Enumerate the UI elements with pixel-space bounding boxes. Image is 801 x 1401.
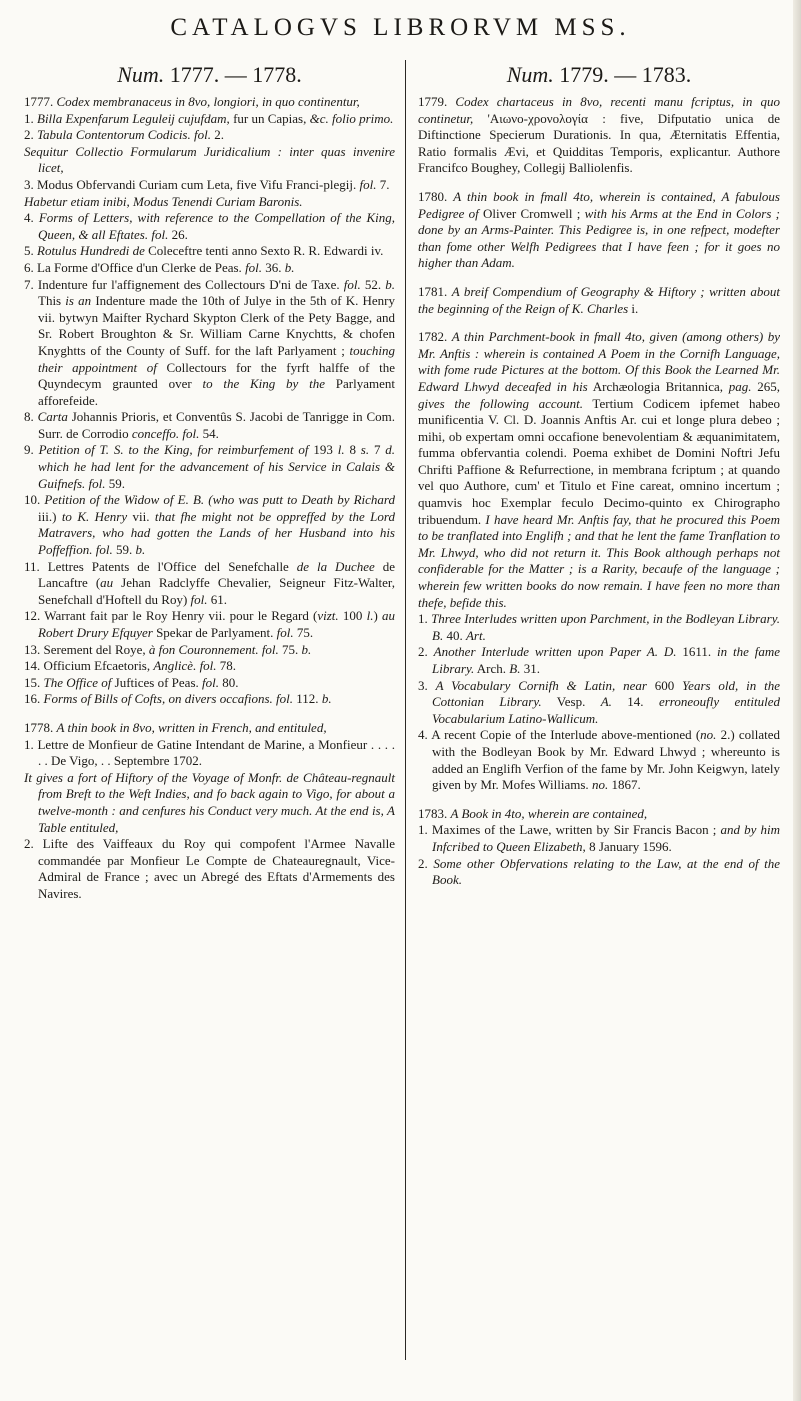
list-item [418, 727, 780, 793]
text-run: Another Interlude written upon Paper A. D. [433, 644, 677, 660]
text-run: Tertium Codicem ipfemet habeo munificentia V. Cl. D. Joannis Anftis Ar. cui et longe plura debeo ; mihi, ob expertam omni occafione benevolentiam & æquanimitatem, fumma obfervantia colendi. Poema exhibet de Domini Noftri Jefu Chrifti Paffione & Refurrectione, in membrana fcriptum ; at quando vel quo Authore, cum' et Titulo et Fine careat, omnino incertum ; quamvis hoc Exemplar feculo Decimo-quinto ex Chirographo tribuendum. [418, 395, 780, 527]
text-run: b. [321, 691, 332, 707]
item-list [418, 611, 780, 794]
page-edge-shadow [793, 0, 801, 1401]
text-run: fur un Capias, [229, 110, 310, 126]
list-item [24, 409, 395, 442]
text-run: Lettre de Monfieur de Gatine Intendant de Marine, a Monfieur . . . . . . De Vigo, . . Septembre 1702. [37, 736, 395, 769]
text-run: This [38, 293, 66, 309]
item-number: 16. [24, 691, 41, 707]
text-run: no. [700, 727, 717, 743]
item-number: 2. [418, 855, 428, 871]
text-run: Archæologia Britannica, [587, 378, 729, 394]
text-run: 265, [751, 378, 780, 394]
text-run: Collectours for the fyrft halffe of the Quyndecym graunted over [38, 359, 395, 392]
item-number: 11. [24, 558, 40, 574]
list-item [24, 559, 395, 609]
text-run: B. [509, 661, 521, 676]
entry-1783 [418, 806, 780, 889]
item-number: 6. [24, 259, 34, 275]
text-run: Billa Expenfarum Leguleij cujufdam, [37, 110, 230, 126]
text-run: 61. [207, 591, 228, 607]
text-run: vizt. [317, 608, 339, 624]
text-run: 7 [369, 442, 386, 458]
entry-description: A thin book in 8vo, written in French, and entituled, [56, 719, 327, 735]
list-item [24, 691, 395, 708]
list-item [418, 644, 780, 677]
text-run: b. [135, 542, 146, 558]
list-item [24, 144, 395, 177]
list-item [24, 111, 395, 128]
text-run: l. [337, 442, 345, 458]
text-run: Lifte des Vaiffeaux du Roy qui compofent l'Armee Navalle commandée par Monfieur Le Compte de Chateauregnault, Vice-Admiral de France ; avec un Abregé des Eftats d'Armements des Navires. [38, 836, 395, 901]
text-run: 75. [293, 625, 314, 640]
text-run: 14. [611, 694, 659, 710]
text-run: 8 [344, 442, 361, 458]
text-run: Art. [465, 627, 486, 643]
text-run: Juftices of Peas. [111, 674, 203, 690]
item-number: 1. [418, 611, 428, 627]
text-run: A thin book in fmall 4to, wherein is contained, A fabulous Pedigree of [418, 188, 780, 221]
text-run: that fhe might not be oppreffed by the Lord Matravers, who had gotten the Lands of her Husband into his Poffeffion. fol. [38, 508, 395, 558]
text-run: Parlyament afforefeide. [38, 376, 395, 408]
text-run: A. [600, 694, 612, 710]
item-number: 12. [24, 608, 41, 624]
text-run: and by him Infcribed to Queen Elizabeth, [432, 822, 780, 854]
entry-number: 1780. [418, 188, 448, 204]
text-run: Vesp. [541, 694, 601, 710]
entry-number: 1783. [418, 805, 448, 821]
list-item [24, 770, 395, 836]
text-run: de la Duchee [296, 558, 375, 574]
text-run: 100 [338, 608, 367, 624]
text-run: 78. [216, 658, 237, 674]
text-run: 2.) collated with the Bodleyan Book by Mr. Edward Lhwyd ; whereunto is added an Englifh Verfion of the fame by Mr. John Keigwyn, lately given by Mr. Mofes Williams. [432, 727, 780, 793]
list-item [24, 492, 395, 558]
text-run: 8 January 1596. [585, 838, 672, 854]
item-number: 4. [418, 727, 428, 743]
text-run: i. [628, 300, 639, 316]
text-run: Petition of the Widow of E. B. (who was putt to Death by Richard [44, 492, 396, 508]
text-run: gives the following account. [418, 395, 584, 411]
text-run: erroneoufly entituled Vocabularium Latino-Wallicum. [432, 694, 780, 726]
text-run: It gives a fort of Hiftory of the Voyage of Monfr. de Château-regnault from Breft to the Weft Indies, and fo back again to Vigo, for about a twelve-month : and cenfures his Conduct very much. At the end is, A Table entituled, [24, 769, 395, 835]
text-run: 1611. [676, 644, 718, 660]
list-item [24, 177, 395, 194]
text-run: pag. [728, 378, 752, 394]
entry-description: A Book in 4to, wherein are contained, [450, 805, 648, 821]
text-run: Modus Obfervandi Curiam cum Leta, five Vifu Franci-plegij. [37, 176, 360, 192]
text-run: no. [591, 777, 609, 793]
list-item [24, 260, 395, 277]
text-run: conceffo. fol. [131, 425, 200, 441]
text-run: with his Arms at the End in Colors ; done by an Arms-Painter. This Pedigree is, in one refpect, modefter than fome other Welfh Pedigrees that I have feen ; for it goes no higher than Adam. [418, 205, 780, 271]
list-item [24, 243, 395, 260]
text-run: 31. [520, 661, 540, 676]
text-run: Habetur etiam inibi, Modus Tenendi Curiam Baronis. [24, 193, 303, 209]
text-run: is an [65, 293, 92, 309]
item-number: 4. [24, 210, 34, 226]
text-run: Some other Obfervations relating to the Law, at the end of the Book. [432, 855, 780, 888]
text-run: iii.) [38, 508, 62, 524]
item-number: 13. [24, 641, 41, 657]
text-run: 59. [105, 475, 126, 491]
column-divider [405, 60, 406, 1360]
text-run: Maximes of the Lawe, written by Sir Francis Bacon ; [431, 822, 721, 838]
text-run: A Vocabulary Cornifh & Latin, near [435, 677, 647, 693]
entry-1779 [418, 94, 780, 177]
text-run: Spekar de Parlyament. [152, 625, 277, 640]
text-run: Rotulus Hundredi de [37, 243, 145, 259]
list-item [24, 194, 395, 211]
text-run: 112. [293, 691, 322, 707]
text-run: Indenture fur l'affignement des Collectours D'ni de Taxe. [37, 276, 344, 292]
text-run: Sequitur Collectio Formularum Juridicalium : inter quas invenire licet, [24, 143, 395, 176]
num-label: Num. [117, 62, 165, 87]
text-run: d. which he had lent for the advancement of his Service in Calais & Guifnefs. fol. [38, 442, 396, 491]
text-run: A breif Compendium of Geography & Hiftory ; written about the beginning of the Reign of K. Charles [418, 283, 780, 316]
entry-1777 [24, 94, 395, 708]
entry-description: Codex membranaceus in 8vo, longiori, in quo continentur, [56, 94, 360, 109]
list-item [24, 737, 395, 770]
num-range: 1779. — 1783. [559, 62, 692, 87]
text-run: in the fame Library. [432, 644, 781, 676]
entry-1781 [418, 284, 780, 317]
text-run: b. [284, 259, 295, 275]
list-item [24, 277, 395, 410]
item-number: 5. [24, 243, 34, 259]
list-item [24, 442, 395, 492]
item-number: 10. [24, 492, 41, 508]
entry-body [418, 329, 780, 610]
item-number: 2. [418, 644, 428, 660]
list-item [24, 127, 395, 144]
entry-number: 1779. [418, 94, 448, 109]
text-run: Coleceftre tenti anno Sexto R. R. Edwardi iv. [144, 243, 384, 259]
left-column [24, 62, 395, 903]
text-run: 'Αιωνο-χρονολογία : five, Difputatio unica de Diftinctione Specierum Durationis. In qua, Æternitatis Effentia, Ratio formalis Ævi, et Quidditas Temporis, explicantur. Authore Francifco Boughey, Collegij Balliolenfis. [418, 110, 781, 176]
text-run: 600 [646, 677, 683, 693]
text-run: Forms of Letters, with reference to the Compellation of the King, Queen, & all Eftates. fol. [38, 210, 395, 242]
text-run: fol. [190, 591, 208, 607]
text-run: 7. [376, 176, 390, 192]
item-number: 15. [24, 674, 41, 690]
text-run: touching their appointment of [38, 342, 395, 375]
text-run: ) [373, 608, 383, 624]
text-run: 75. [278, 641, 302, 657]
item-number: 9. [24, 442, 34, 458]
text-run: 193 [308, 442, 338, 458]
entry-1778 [24, 720, 395, 903]
item-number: 1. [24, 736, 34, 752]
text-run: Lettres Patents de l'Office del Senefchalle [47, 558, 297, 574]
text-run: Warrant fait par le Roy Henry vii. pour le Regard ( [44, 608, 318, 624]
entry-body [418, 284, 780, 316]
text-run: 36. [262, 259, 285, 275]
text-run: vii. [127, 508, 155, 524]
text-run: Forms of Bills of Cofts, on divers occafions. fol. [43, 691, 294, 707]
item-number: 3. [418, 677, 428, 693]
text-run: Johannis Prioris, et Conventûs S. Jacobi de Tanrigge in Com. Surr. de Corrodio [38, 409, 395, 441]
text-run: La Forme d'Office d'un Clerke de Peas. [37, 259, 246, 275]
text-run: &c. folio primo. [309, 110, 394, 126]
text-run: 26. [168, 226, 188, 242]
list-item [24, 658, 395, 675]
text-run: fol. [343, 276, 361, 292]
text-run: de Lancaftre ( [38, 558, 395, 591]
text-run: à fon Couronnement. fol. [148, 641, 279, 657]
list-item [24, 642, 395, 659]
text-run: Indenture made the 10th of Julye in the 5th of K. Henry vii. bytwyn Maifter Rychard Skypton Clerk of the Pety Bagge, and Sr. Robert Broughton & Sr. William Carne Knychtts, & chofen Knyghtts of the County of Suff. for the laft Parlyament ; [38, 293, 395, 358]
list-item [24, 608, 395, 641]
text-run: to the King by the [202, 376, 325, 392]
text-run: b. [301, 641, 312, 657]
item-number: 7. [24, 276, 34, 292]
list-item [418, 822, 780, 855]
text-run: fol. [276, 625, 294, 640]
text-run: 52. [360, 276, 386, 292]
text-run: au [100, 575, 114, 591]
text-run: Three Interludes written upon Parchment, in the Bodleyan Library. B. [431, 611, 781, 643]
item-number: 14. [24, 658, 41, 674]
text-run: Jehan Radclyffe Chevalier, Seigneur Fitz-Walter, Senefchall d'Hoftell du Roy) [38, 575, 395, 607]
right-column [418, 62, 780, 889]
entry-number: 1781. [418, 283, 448, 299]
text-run: Officium Efcaetoris, [43, 658, 154, 674]
item-number: 1. [418, 822, 428, 838]
text-run: l. [366, 608, 374, 624]
entry-number: 1778. [24, 719, 54, 735]
text-run: Carta [37, 409, 68, 425]
text-run: Tabula Contentorum Codicis. fol. [37, 127, 211, 143]
list-item [24, 675, 395, 692]
text-run: Anglicè. fol. [153, 658, 217, 674]
running-header: CATALOGVS LIBRORVM MSS. [170, 14, 631, 41]
text-run: fol. [245, 259, 263, 275]
text-run: Oliver Cromwell ; [478, 205, 585, 221]
entry-1780 [418, 189, 780, 272]
num-range: 1777. — 1778. [169, 62, 302, 87]
text-run: Serement del Roye, [43, 641, 149, 657]
text-run: s. [360, 442, 370, 458]
text-run: fol. [202, 674, 219, 690]
list-item [418, 856, 780, 889]
item-list [418, 822, 780, 888]
text-run: 59. [112, 542, 136, 558]
text-run: A recent Copie of the Interlude above-mentioned ( [431, 727, 701, 743]
left-number-range-heading [24, 62, 395, 88]
entry-description: Codex chartaceus in 8vo, recenti manu fcriptus, in quo continetur, [418, 94, 781, 126]
right-number-range-heading [418, 62, 780, 88]
item-number: 2. [24, 836, 34, 852]
entry-number: 1782. [418, 329, 448, 345]
entry-body [418, 111, 780, 176]
text-run: Petition of T. S. to the King, for reimburfement of [38, 442, 309, 458]
text-run: b. [385, 276, 396, 292]
entry-body [418, 189, 780, 270]
text-run: to K. Henry [61, 508, 128, 524]
text-run: Years old, in the Cottonian Library. [432, 677, 780, 710]
item-number: 1. [24, 110, 34, 126]
text-run: 1867. [608, 777, 641, 793]
list-item [418, 611, 780, 644]
list-item [24, 836, 395, 902]
text-run: A thin Parchment-book in fmall 4to, given (among others) by Mr. Anftis : wherein is contained A Poem in the Cornifh Language, with fome rude Pictures at the bottom. Of this Book the Learned Mr. Edward Lhwyd deceafed in his [418, 329, 780, 394]
item-list [24, 111, 395, 708]
entry-number: 1777. [24, 94, 54, 109]
item-number: 2. [24, 127, 34, 143]
text-run: I have heard Mr. Anftis fay, that he procured this Poem to be tranflated into Englifh ; and that he lent the fame Tranflation to Mr. Lhwyd, who did not return it. This Book although perhaps not confiderable for the Matter ; is a Rarity, becaufe of the language ; wherein few written books do now remain. I have feen no more than thefe, befide this. [418, 511, 781, 610]
item-list [24, 737, 395, 903]
list-item [24, 210, 395, 243]
text-run: 40. [443, 627, 466, 643]
item-number: 3. [24, 176, 34, 192]
text-run: Arch. [474, 661, 510, 676]
text-run: au Robert Drury Efquyer [38, 608, 396, 640]
list-item [418, 678, 780, 728]
entry-1782 [418, 329, 780, 794]
text-run: The Office of [43, 674, 112, 690]
text-run: 80. [219, 674, 239, 690]
text-run: 2. [210, 127, 224, 143]
num-label: Num. [506, 62, 554, 87]
text-run: 54. [199, 425, 219, 441]
text-run: fol. [359, 176, 377, 192]
item-number: 8. [24, 409, 34, 425]
